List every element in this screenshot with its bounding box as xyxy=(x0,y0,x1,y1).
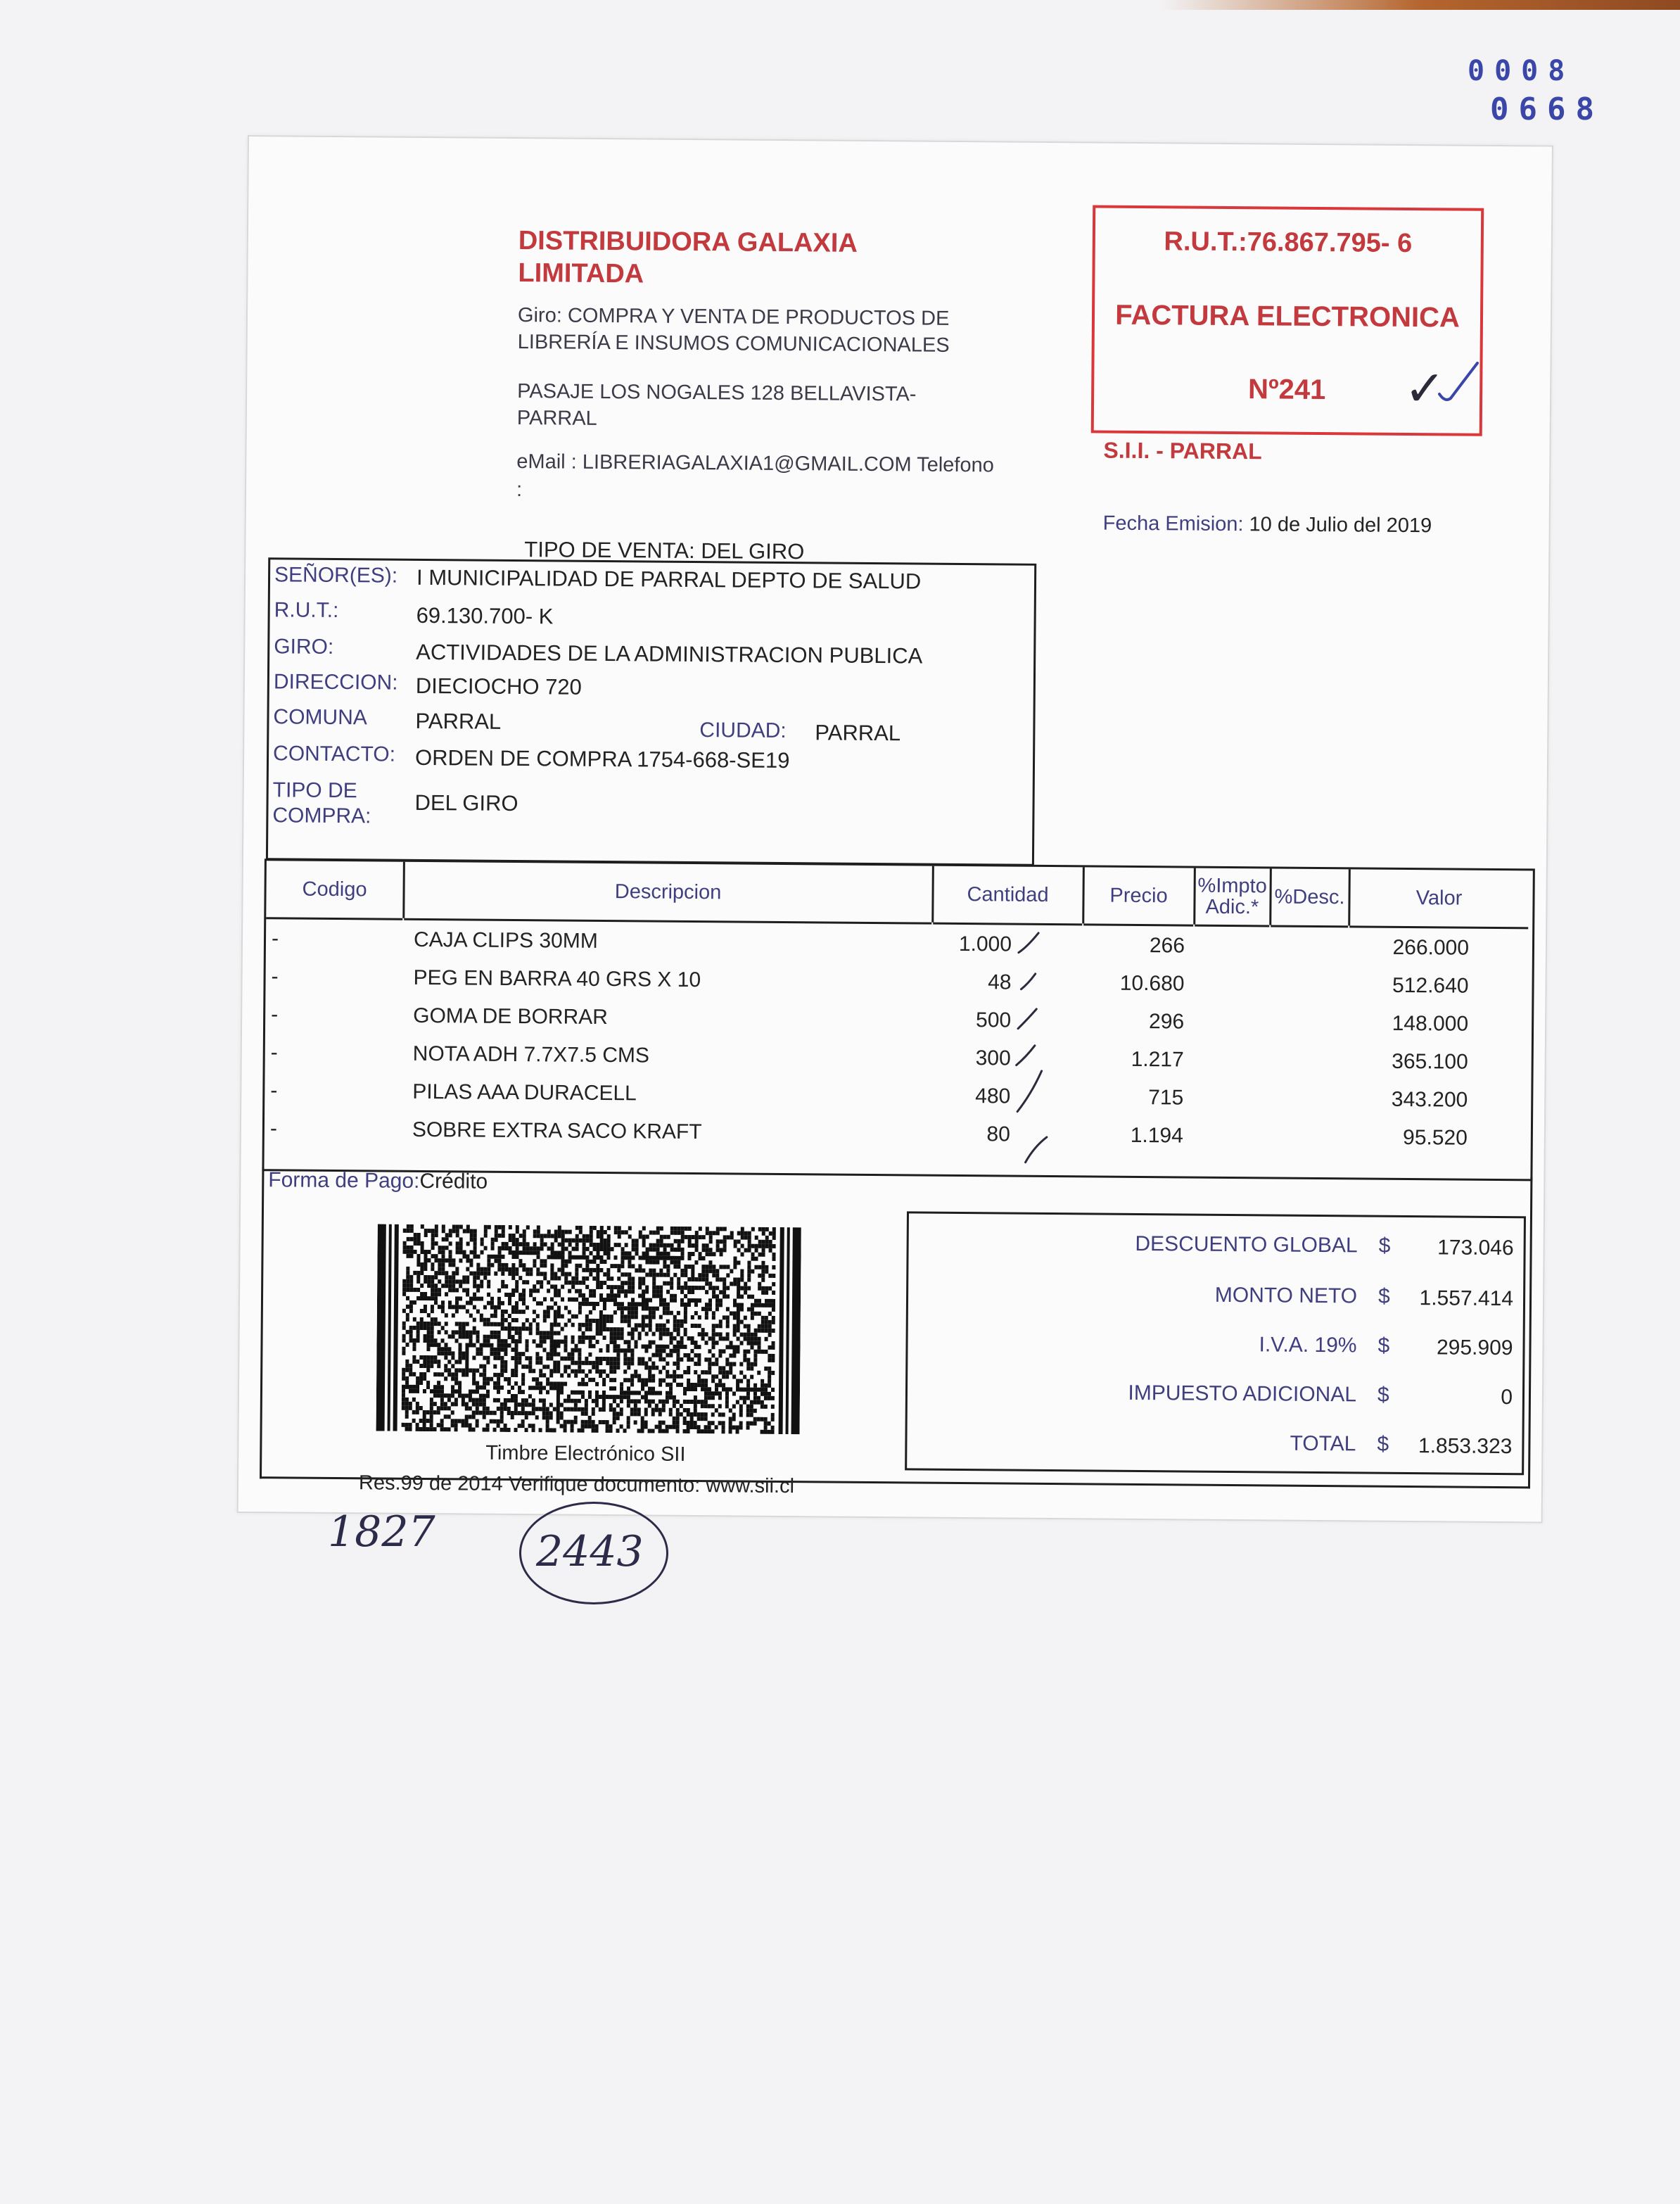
item-price: 715 xyxy=(1148,1086,1184,1110)
additional-tax: 0 xyxy=(1501,1386,1513,1410)
payment-label: Forma de Pago: xyxy=(268,1168,420,1193)
client-rut-label: R.U.T.: xyxy=(274,598,339,623)
currency-sign: $ xyxy=(1377,1284,1390,1308)
company-address: PASAJE LOS NOGALES 128 BELLAVISTA-PARRAL xyxy=(516,380,917,430)
item-description: CAJA CLIPS 30MM xyxy=(413,927,598,953)
item-description: PEG EN BARRA 40 GRS X 10 xyxy=(413,965,701,992)
item-code: - xyxy=(269,1117,278,1141)
item-price: 296 xyxy=(1148,1010,1185,1034)
item-quantity: 500 xyxy=(975,1008,1012,1032)
grand-total: 1.853.323 xyxy=(1418,1434,1513,1459)
item-value: 148.000 xyxy=(1392,1011,1469,1036)
document-type: FACTURA ELECTRONICA xyxy=(1115,299,1460,334)
handwritten-circled-note: 2443 xyxy=(536,1527,644,1576)
client-contact-label: CONTACTO: xyxy=(272,742,396,766)
client-box xyxy=(266,557,1036,866)
date-check-mark xyxy=(1435,357,1484,407)
client-giro: ACTIVIDADES DE LA ADMINISTRACION PUBLICA xyxy=(416,639,923,669)
client-name: I MUNICIPALIDAD DE PARRAL DEPTO DE SALUD xyxy=(416,564,922,594)
total-label: DESCUENTO GLOBAL xyxy=(1135,1231,1358,1258)
payment-method xyxy=(268,1168,488,1193)
company-phone: : xyxy=(516,479,523,502)
client-city-label: CIUDAD: xyxy=(699,718,787,743)
total-label: I.V.A. 19% xyxy=(1259,1333,1357,1357)
item-value: 365.100 xyxy=(1392,1049,1468,1074)
item-description: PILAS AAA DURACELL xyxy=(412,1079,637,1106)
purchase-type-label: TIPO DE xyxy=(272,778,357,803)
client-rut: 69.130.700- K xyxy=(416,602,554,629)
client-contact: ORDEN DE COMPRA 1754-668-SE19 xyxy=(414,745,790,773)
item-code: - xyxy=(270,1041,278,1065)
client-city: PARRAL xyxy=(815,720,901,746)
issue-date-value: 10 de Julio del 2019 xyxy=(1249,513,1432,538)
purchase-type-label-2: COMPRA: xyxy=(272,804,371,828)
col-header-tax: %Impto Adic.* xyxy=(1195,868,1270,927)
item-price: 266 xyxy=(1149,934,1185,958)
vat-amount: 295.909 xyxy=(1436,1336,1513,1360)
handwritten-note: 1827 xyxy=(328,1507,435,1557)
issue-date-label: Fecha Emision: xyxy=(1102,512,1244,536)
client-comuna-label: COMUNA xyxy=(273,705,367,730)
sii-resolution: Res.99 de 2014 Verifique documento: www.sii.cl xyxy=(358,1471,795,1498)
check-marks xyxy=(1010,927,1090,1167)
items-table xyxy=(262,859,1534,1181)
global-discount: 173.046 xyxy=(1437,1236,1514,1260)
item-description: GOMA DE BORRAR xyxy=(413,1003,609,1030)
invoice-document xyxy=(237,135,1553,1524)
check-mark: ✓ xyxy=(1404,360,1446,417)
total-label: IMPUESTO ADICIONAL xyxy=(1128,1381,1357,1407)
total-label: MONTO NETO xyxy=(1214,1283,1358,1308)
col-header-description: Descripcion xyxy=(404,862,932,925)
item-value: 95.520 xyxy=(1402,1125,1468,1150)
paper-edge xyxy=(1161,0,1680,10)
purchase-type: DEL GIRO xyxy=(414,790,518,816)
item-value: 512.640 xyxy=(1392,973,1469,998)
col-header-code: Codigo xyxy=(266,861,403,920)
document-id-box xyxy=(1091,205,1484,436)
item-value: 266.000 xyxy=(1392,935,1470,960)
item-price: 10.680 xyxy=(1119,971,1185,996)
payment-value: Crédito xyxy=(419,1169,488,1193)
company-email: eMail : LIBRERIAGALAXIA1@GMAIL.COM Telefono xyxy=(516,450,994,477)
item-description: NOTA ADH 7.7X7.5 CMS xyxy=(412,1041,650,1068)
client-giro-label: GIRO: xyxy=(274,635,334,659)
sii-office: S.I.I. - PARRAL xyxy=(1103,437,1262,464)
item-quantity: 1.000 xyxy=(958,932,1012,956)
client-address-label: DIRECCION: xyxy=(273,670,398,695)
company-name: DISTRIBUIDORA GALAXIA LIMITADA xyxy=(518,226,857,289)
item-quantity: 480 xyxy=(975,1084,1011,1108)
totals-box xyxy=(905,1211,1526,1475)
item-quantity: 48 xyxy=(988,970,1012,994)
currency-sign: $ xyxy=(1377,1383,1389,1407)
item-code: - xyxy=(270,1079,278,1103)
item-quantity: 300 xyxy=(975,1046,1011,1070)
currency-sign: $ xyxy=(1378,1234,1391,1258)
currency-sign: $ xyxy=(1377,1334,1390,1357)
document-number: Nº241 xyxy=(1247,374,1326,406)
col-header-quantity: Cantidad xyxy=(933,866,1083,926)
footer-section xyxy=(260,1167,1532,1498)
total-label: TOTAL xyxy=(1290,1431,1356,1456)
col-header-value: Valor xyxy=(1349,869,1529,929)
item-description: SOBRE EXTRA SACO KRAFT xyxy=(412,1117,702,1144)
sale-type: TIPO DE VENTA: DEL GIRO xyxy=(524,537,805,564)
sii-stamp-caption: Timbre Electrónico SII xyxy=(485,1441,686,1466)
stamp-number-top: 0008 xyxy=(1468,55,1575,87)
item-code: - xyxy=(271,965,279,989)
col-header-discount: %Desc. xyxy=(1271,868,1349,927)
item-quantity: 80 xyxy=(986,1122,1011,1146)
currency-sign: $ xyxy=(1377,1432,1389,1456)
pdf417-barcode xyxy=(376,1224,801,1434)
item-code: - xyxy=(271,1003,279,1027)
client-name-label: SEÑOR(ES): xyxy=(274,563,398,588)
stamp-number: 0668 xyxy=(1490,91,1604,127)
item-price: 1.194 xyxy=(1130,1123,1184,1148)
item-code: - xyxy=(271,927,279,951)
issuer-rut: R.U.T.:76.867.795- 6 xyxy=(1164,227,1413,259)
item-value: 343.200 xyxy=(1391,1087,1468,1112)
client-address: DIECIOCHO 720 xyxy=(415,673,583,699)
col-header-price: Precio xyxy=(1083,867,1194,926)
net-amount: 1.557.414 xyxy=(1419,1286,1514,1311)
issue-date xyxy=(1103,512,1432,538)
client-comuna: PARRAL xyxy=(415,708,502,734)
item-price: 1.217 xyxy=(1131,1047,1184,1072)
company-giro: Giro: COMPRA Y VENTA DE PRODUCTOS DE LIBRERÍA E INSUMOS COMUNICACIONALES xyxy=(517,304,950,357)
